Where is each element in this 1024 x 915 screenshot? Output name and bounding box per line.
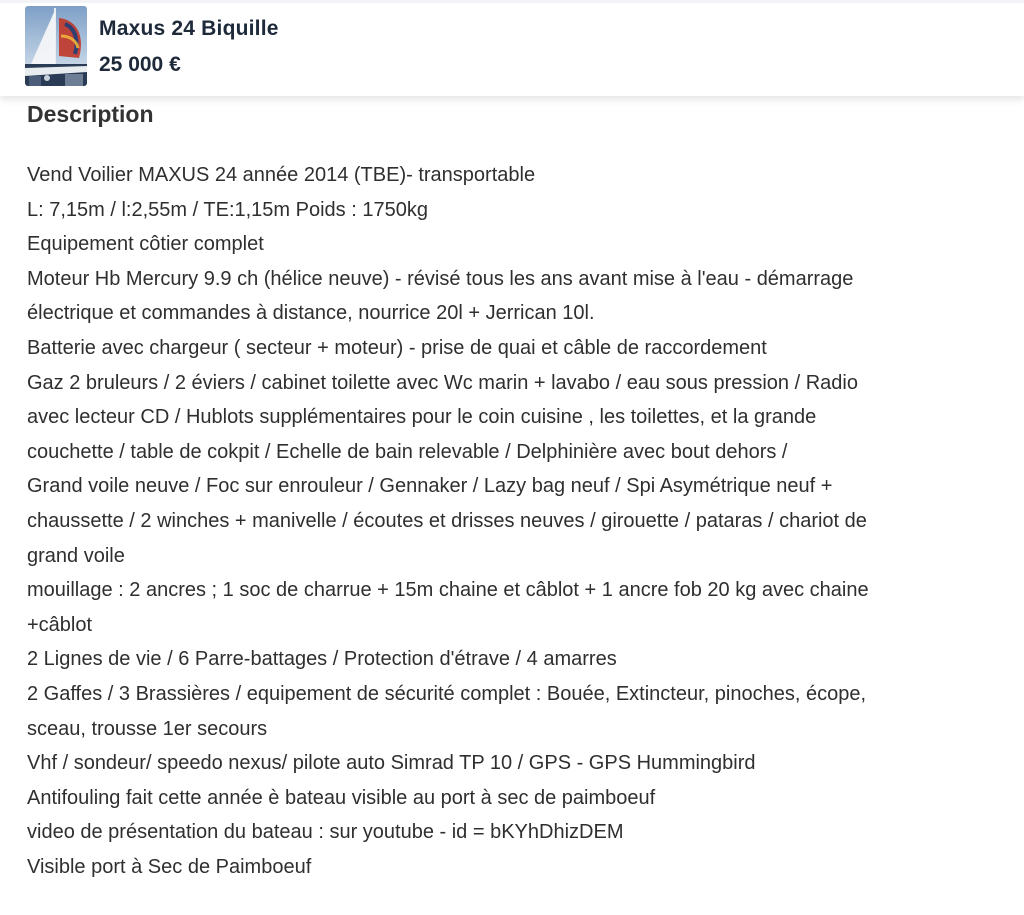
- description-line: video de présentation du bateau : sur youtube - id = bKYhDhizDEM: [27, 821, 624, 844]
- description-line: couchette / table de cokpit / Echelle de bain relevable / Delphinière avec bout dehors /: [27, 440, 788, 463]
- description-line: Antifouling fait cette année è bateau visible au port à sec de paimboeuf: [27, 786, 656, 809]
- description-heading: Description: [27, 101, 154, 127]
- listing-header: [0, 0, 1024, 96]
- description-line: avec lecteur CD / Hublots supplémentaires pour le coin cuisine , les toilettes, et la grande: [27, 406, 817, 429]
- description-line: Moteur Hb Mercury 9.9 ch (hélice neuve) - révisé tous les ans avant mise à l'eau - démarrage: [27, 267, 854, 290]
- listing-title[interactable]: Maxus 24 Biquille: [99, 17, 279, 40]
- description-line: 2 Lignes de vie / 6 Parre-battages / Protection d'étrave / 4 amarres: [27, 648, 617, 671]
- description-line: Visible port à Sec de Paimboeuf: [27, 855, 312, 878]
- description-line: L: 7,15m / l:2,55m / TE:1,15m Poids : 1750kg: [27, 198, 428, 221]
- description-line: mouillage : 2 ancres ; 1 soc de charrue + 15m chaine et câblot + 1 ancre fob 20 kg avec chaine: [27, 579, 869, 602]
- description-line: Grand voile neuve / Foc sur enrouleur / Gennaker / Lazy bag neuf / Spi Asymétrique neuf +: [27, 475, 833, 498]
- description-line: Equipement côtier complet: [27, 233, 264, 256]
- description-line: 2 Gaffes / 3 Brassières / equipement de sécurité complet : Bouée, Extincteur, pinoches, écope,: [27, 682, 866, 705]
- description-line: grand voile: [27, 544, 125, 567]
- description-line: chaussette / 2 winches + manivelle / écoutes et drisses neuves / girouette / pataras / chariot de: [27, 509, 867, 532]
- description-line: Vend Voilier MAXUS 24 année 2014 (TBE)- transportable: [27, 164, 536, 186]
- listing-price: 25 000 €: [99, 53, 181, 76]
- description-line: sceau, trousse 1er secours: [27, 717, 268, 740]
- description-line: Vhf / sondeur/ speedo nexus/ pilote auto Simrad TP 10 / GPS - GPS Hummingbird: [27, 752, 756, 775]
- sailboat-photo-icon: [25, 6, 87, 86]
- description-line: +câblot: [27, 613, 93, 636]
- listing-thumbnail[interactable]: [25, 6, 87, 86]
- description-line: Batterie avec chargeur ( secteur + moteur) - prise de quai et câble de raccordement: [27, 336, 767, 359]
- description-body: [27, 158, 1007, 884]
- description-line: Gaz 2 bruleurs / 2 éviers / cabinet toilette avec Wc marin + lavabo / eau sous pression / Radio: [27, 371, 858, 394]
- header-top-line: [0, 0, 1024, 3]
- description-line: électrique et commandes à distance, nourrice 20l + Jerrican 10l.: [27, 302, 595, 325]
